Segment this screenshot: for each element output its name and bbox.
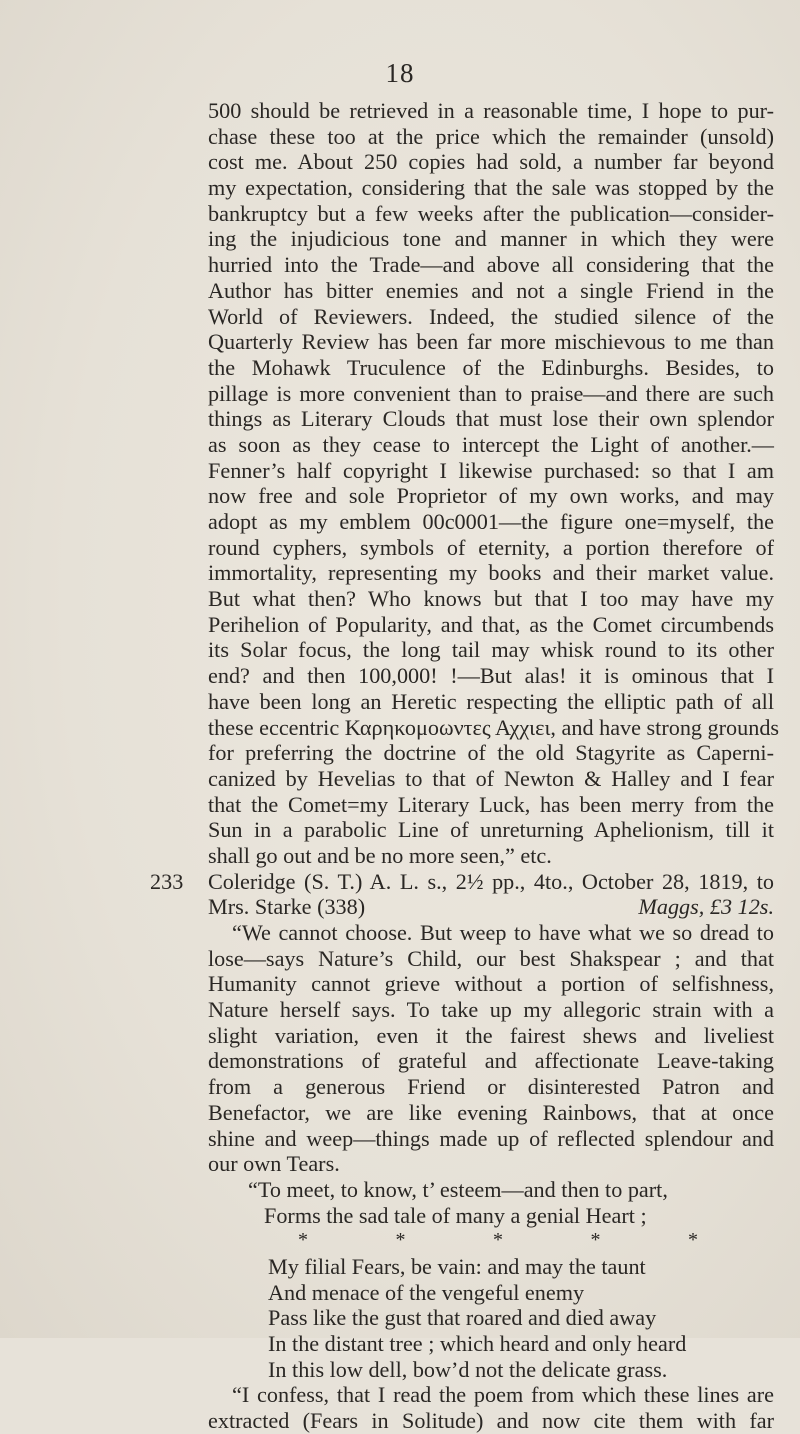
text-line: Fenner’s half copyright I likewise purchased: so that I am (208, 457, 774, 483)
text-line: for preferring the doctrine of the old Stagyrite as Caperni- (208, 740, 774, 766)
star-mark: * (493, 1229, 503, 1252)
text-line: that the Comet=my Literary Luck, has been merry from the (208, 791, 774, 817)
entry-number: 233 (150, 868, 184, 894)
text-line: the Mohawk Truculence of the Edinburghs. Besides, to (208, 354, 774, 380)
commentary-paragraph (208, 1382, 774, 1433)
page-number: 18 (385, 58, 415, 88)
star-mark: * (298, 1229, 308, 1252)
text-line: “I confess, that I read the poem from which these lines are (232, 1382, 774, 1408)
text-line: ing the injudicious tone and manner in which they were (208, 226, 774, 252)
verse-line: In this low dell, bow’d not the delicate grass. (268, 1356, 668, 1382)
text-line: bankruptcy but a few weeks after the publication—consider- (208, 200, 774, 226)
text-line: 500 should be retrieved in a reasonable time, I hope to pur- (208, 98, 774, 123)
text-line: Benefactor, we are like evening Rainbows, that at once (208, 1099, 774, 1125)
text-line: its Solar focus, the long tail may whisk round to its other (208, 637, 774, 663)
quotation-paragraph (208, 920, 774, 1177)
text-line: immortality, representing my books and their market value. (208, 560, 774, 586)
text-line: extracted (Fears in Solitude) and now cite them with far (208, 1408, 774, 1434)
text-line: round cyphers, symbols of eternity, a portion therefore of (208, 534, 774, 560)
text-line: Sun in a parabolic Line of unreturning Aphelionism, till it (208, 817, 774, 843)
text-line: these eccentric Καρηκομοωντες Αχχιει, and have strong grounds (208, 714, 780, 740)
text-line: have been long an Heretic respecting the elliptic path of all (208, 688, 774, 714)
text-line: Author has bitter enemies and not a single Friend in the (208, 277, 774, 303)
text-line: things as Literary Clouds that must lose their own splendor (208, 406, 774, 432)
body-text (150, 98, 780, 1434)
text-line: end? and then 100,000! !—But alas! it is ominous that I (208, 663, 774, 689)
paragraph-continuation (208, 98, 780, 869)
entry-dealer-price: Maggs, £3 12s. (638, 894, 774, 920)
text-line: my expectation, considering that the sale was stopped by the (208, 175, 774, 201)
verse-block (208, 1177, 774, 1383)
text-line: now free and sole Proprietor of my own works, and may (208, 483, 774, 509)
text-line: pillage is more convenient than to praise—and there are such (208, 380, 774, 406)
text-line: hurried into the Trade—and above all considering that the (208, 252, 774, 278)
text-line: shall go out and be no more seen,” etc. (208, 842, 552, 868)
text-line: our own Tears. (208, 1151, 340, 1177)
text-line: Humanity cannot grieve without a portion of selfishness, (208, 971, 774, 997)
verse-ellipsis-stars (298, 1228, 698, 1254)
entry-recipient: Mrs. Starke (338) (208, 894, 366, 920)
verse-line: Pass like the gust that roared and died away (268, 1305, 657, 1331)
verse-line: My filial Fears, be vain: and may the taunt (268, 1253, 646, 1279)
text-line: shine and weep—things made up of reflected splendour and (208, 1125, 774, 1151)
star-mark: * (590, 1229, 601, 1252)
text-line: cost me. About 250 copies had sold, a number far beyond (208, 149, 774, 175)
text-line: demonstrations of grateful and affectionate Leave-taking (208, 1048, 774, 1074)
text-line: slight variation, even it the fairest shews and liveliest (208, 1022, 774, 1048)
star-mark: * (688, 1229, 698, 1252)
entry-heading-text: Coleridge (S. T.) A. L. s., 2½ pp., 4to., October 28, 1819, to (208, 868, 774, 894)
verse-line: In the distant tree ; which heard and only heard (268, 1331, 687, 1356)
entry-heading (150, 868, 774, 895)
star-mark: * (395, 1229, 406, 1252)
text-line: Quarterly Review has been far more mischievous to me than (208, 329, 774, 355)
text-line: canized by Hevelias to that of Newton & Halley and I fear (208, 765, 774, 791)
text-line: “We cannot choose. But weep to have what we so dread to (232, 920, 774, 945)
text-line: World of Reviewers. Indeed, the studied silence of the (208, 303, 774, 329)
text-line: as soon as they cease to intercept the Light of another.— (208, 431, 774, 457)
verse-line: And menace of the vengeful enemy (268, 1279, 585, 1305)
text-line: chase these too at the price which the remainder (unsold) (208, 123, 774, 149)
catalog-entry (150, 868, 774, 1434)
text-line: from a generous Friend or disinterested Patron and (208, 1074, 774, 1100)
text-line: But what then? Who knows but that I too may have my (208, 586, 774, 612)
verse-line: “To meet, to know, t’ esteem—and then to part, (248, 1176, 668, 1202)
text-line: lose—says Nature’s Child, our best Shakspear ; and that (208, 945, 774, 971)
verse-line: Forms the sad tale of many a genial Heart ; (264, 1202, 647, 1228)
text-line: Perihelion of Popularity, and that, as the Comet circumbends (208, 611, 774, 637)
entry-recipient-line (208, 894, 774, 920)
text-line: Nature herself says. To take up my allegoric strain with a (208, 997, 774, 1023)
text-line: adopt as my emblem 00c0001—the figure one=myself, the (208, 509, 774, 534)
